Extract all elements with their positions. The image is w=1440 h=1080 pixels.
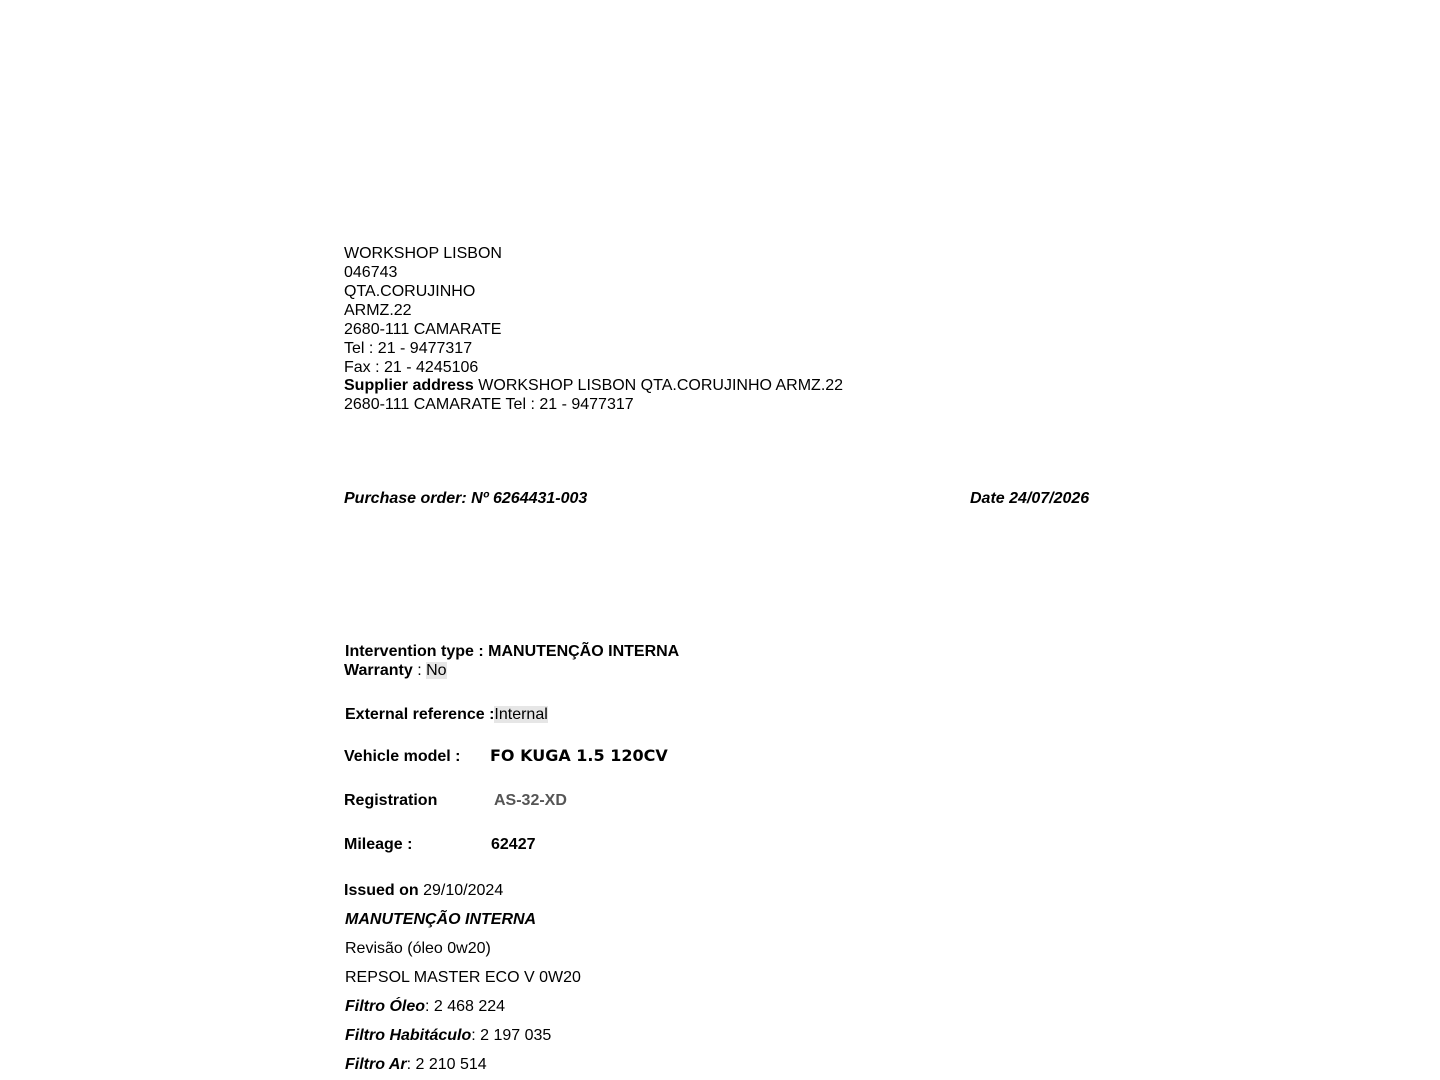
- work-item: [345, 1026, 551, 1045]
- workshop-code: 046743: [344, 264, 398, 281]
- workshop-name: WORKSHOP LISBON: [344, 245, 502, 262]
- work-item-label: Filtro Habitáculo: [345, 1027, 472, 1044]
- external-reference-value: Internal: [494, 706, 548, 723]
- work-item-label: Filtro Ar: [345, 1056, 407, 1073]
- issued-on-value: 29/10/2024: [418, 882, 504, 899]
- work-item-value: : 2 197 035: [471, 1027, 552, 1044]
- registration-value: AS-32-XD: [494, 792, 567, 809]
- address-line-2: ARMZ.22: [344, 302, 412, 319]
- supplier-address-value: WORKSHOP LISBON QTA.CORUJINHO ARMZ.22: [473, 377, 844, 394]
- external-reference: [345, 705, 548, 724]
- warranty-value: No: [426, 662, 447, 679]
- work-item-label: Filtro Óleo: [345, 998, 425, 1015]
- vehicle-model-label: Vehicle model :: [344, 748, 461, 765]
- vehicle-model-value: FO KUGA 1.5 120CV: [490, 746, 668, 765]
- issued-on: [344, 881, 503, 900]
- work-item: [345, 1055, 487, 1074]
- intervention-type: [345, 642, 679, 661]
- registration-label: Registration: [344, 792, 438, 809]
- work-line-revision: Revisão (óleo 0w20): [345, 940, 491, 957]
- address-line-1: QTA.CORUJINHO: [344, 283, 476, 300]
- intervention-type-value: MANUTENÇÃO INTERNA: [488, 643, 680, 660]
- work-item-value: : 2 210 514: [406, 1056, 487, 1073]
- work-line-oil: REPSOL MASTER ECO V 0W20: [345, 969, 581, 986]
- issued-on-label: Issued on: [344, 882, 419, 899]
- work-item-value: : 2 468 224: [425, 998, 506, 1015]
- supplier-address: [344, 376, 843, 395]
- work-item: [345, 997, 505, 1016]
- address-fax: Fax : 21 - 4245106: [344, 359, 479, 376]
- warranty: [344, 661, 447, 680]
- intervention-type-label: Intervention type :: [345, 643, 489, 660]
- purchase-order-number: Purchase order: Nº 6264431-003: [344, 490, 588, 507]
- mileage-label: Mileage :: [344, 836, 413, 853]
- address-phone: Tel : 21 - 9477317: [344, 340, 473, 357]
- mileage-value: 62427: [491, 836, 536, 853]
- warranty-separator: :: [412, 662, 427, 679]
- address-postal: 2680-111 CAMARATE: [344, 321, 502, 338]
- supplier-address-line-2: 2680-111 CAMARATE Tel : 21 - 9477317: [344, 396, 634, 413]
- warranty-label: Warranty: [344, 662, 413, 679]
- external-reference-label: External reference :: [345, 706, 495, 723]
- work-heading: MANUTENÇÃO INTERNA: [345, 911, 537, 928]
- order-date: Date 24/07/2026: [970, 490, 1090, 507]
- supplier-address-label: Supplier address: [344, 377, 474, 394]
